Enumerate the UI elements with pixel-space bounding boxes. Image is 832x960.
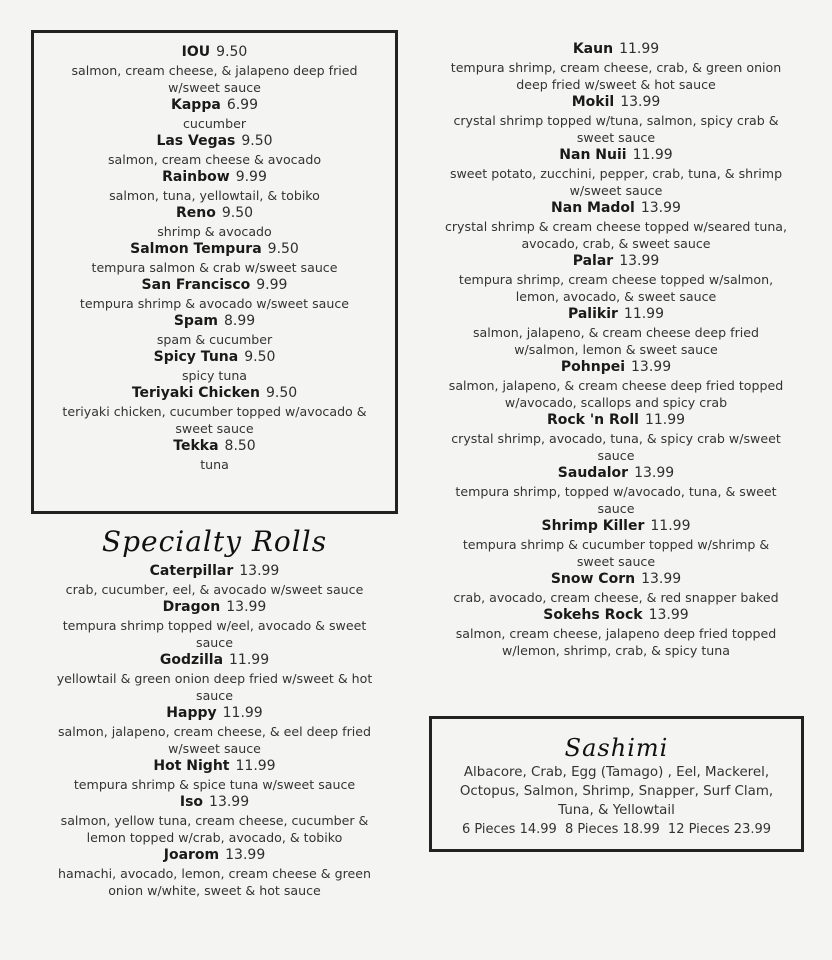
- menu-item-description: crab, avocado, cream cheese, & red snapper baked: [453, 590, 779, 605]
- menu-item-description: tempura shrimp & spice tuna w/sweet sauce: [73, 777, 356, 792]
- menu-item-description: tempura shrimp, cream cheese, crab, & green onion: [450, 60, 782, 75]
- menu-item-name: Nan Madol: [551, 200, 635, 216]
- menu-item: [428, 305, 804, 358]
- menu-item-description: tempura shrimp & cucumber topped w/shrimp &: [462, 537, 770, 552]
- menu-item-description: tempura shrimp & avocado w/sweet sauce: [79, 296, 350, 311]
- menu-item-price: 13.99: [634, 465, 675, 481]
- menu-item: [34, 132, 395, 168]
- menu-item-price: 11.99: [632, 147, 673, 163]
- menu-item: [428, 252, 804, 305]
- menu-item-description: tempura shrimp, cream cheese topped w/salmon,: [458, 272, 774, 287]
- menu-item: [34, 168, 395, 204]
- menu-item-name: Teriyaki Chicken: [131, 385, 260, 401]
- menu-item-description: sweet sauce: [576, 554, 656, 569]
- menu-item-name: Shrimp Killer: [541, 518, 645, 534]
- menu-item-heading: [428, 358, 804, 377]
- menu-item-price: 11.99: [229, 652, 270, 668]
- menu-item-heading: [428, 199, 804, 218]
- menu-item-price: 11.99: [235, 758, 276, 774]
- menu-item: [34, 437, 395, 473]
- menu-item-heading: [34, 43, 395, 62]
- menu-item-description: w/sweet sauce: [168, 741, 261, 756]
- sashimi-price-6: 6 Pieces 14.99: [461, 822, 557, 837]
- menu-item-price: 9.50: [221, 205, 254, 221]
- menu-item-price: 9.50: [216, 44, 248, 60]
- menu-item: [428, 606, 804, 659]
- menu-item: [428, 570, 804, 606]
- menu-item-name: Snow Corn: [550, 571, 636, 587]
- menu-item-heading: [31, 793, 398, 812]
- menu-item-description: shrimp & avocado: [157, 224, 272, 239]
- sashimi-fish-line: Octopus, Salmon, Shrimp, Snapper, Surf Clam,: [459, 784, 774, 799]
- menu-item-description: w/sweet sauce: [168, 80, 261, 95]
- menu-item-name: Las Vegas: [156, 133, 236, 149]
- menu-item-price: 11.99: [623, 306, 665, 322]
- menu-item-name: Salmon Tempura: [130, 241, 262, 257]
- menu-item-price: 13.99: [209, 794, 250, 810]
- menu-item-name: San Francisco: [141, 277, 251, 293]
- menu-item: [34, 43, 395, 96]
- menu-item-description: salmon, jalapeno, cream cheese, & eel deep fried: [57, 724, 372, 739]
- menu-item-price: 9.50: [266, 385, 298, 401]
- menu-item-price: 11.99: [644, 412, 686, 428]
- menu-item-heading: [428, 252, 804, 271]
- menu-item-description: tempura shrimp topped w/eel, avocado & sweet: [62, 618, 367, 633]
- menu-item-name: Reno: [175, 205, 216, 221]
- menu-item-description: crystal shrimp & cream cheese topped w/seared tuna,: [444, 219, 788, 234]
- menu-item-description: w/avocado, scallops and spicy crab: [504, 395, 728, 410]
- menu-item-description: avocado, crab, & sweet sauce: [521, 236, 711, 251]
- menu-item-heading: [428, 464, 804, 483]
- classic-rolls-list: [34, 43, 395, 473]
- menu-item-description: onion w/white, sweet & hot sauce: [108, 883, 321, 898]
- menu-item-name: Spicy Tuna: [153, 349, 239, 365]
- menu-item: [428, 199, 804, 252]
- menu-item-heading: [428, 146, 804, 165]
- menu-item-name: Rock 'n Roll: [546, 412, 639, 428]
- menu-item-description: salmon, cream cheese & avocado: [107, 152, 322, 167]
- menu-item: [428, 464, 804, 517]
- menu-item-price: 9.50: [267, 241, 299, 257]
- menu-item-price: 6.99: [226, 97, 258, 113]
- menu-item: [31, 704, 398, 757]
- menu-item-heading: [34, 276, 395, 295]
- menu-item-description: yellowtail & green onion deep fried w/sweet & hot: [56, 671, 373, 686]
- menu-item: [34, 348, 395, 384]
- menu-item-description: crystal shrimp, avocado, tuna, & spicy crab w/sweet: [451, 431, 781, 446]
- menu-item-price: 13.99: [648, 607, 689, 623]
- menu-item-name: IOU: [181, 44, 211, 60]
- menu-item-price: 13.99: [641, 571, 682, 587]
- menu-item: [34, 204, 395, 240]
- menu-item-description: salmon, yellow tuna, cream cheese, cucumber &: [60, 813, 369, 828]
- menu-item-name: Nan Nuii: [559, 147, 627, 163]
- menu-item-price: 13.99: [619, 253, 660, 269]
- menu-item-description: sauce: [597, 501, 635, 516]
- menu-item-description: crab, cucumber, eel, & avocado w/sweet sauce: [65, 582, 364, 597]
- sashimi-price-8: 8 Pieces 18.99: [564, 822, 660, 837]
- menu-item-heading: [34, 312, 395, 331]
- sashimi-price-12: 12 Pieces 23.99: [667, 822, 772, 837]
- menu-item-description: salmon, jalapeno, & cream cheese deep fried: [472, 325, 760, 340]
- menu-item: [34, 240, 395, 276]
- menu-item-heading: [31, 651, 398, 670]
- menu-item-description: crystal shrimp topped w/tuna, salmon, spicy crab &: [453, 113, 779, 128]
- menu-item-name: Kaun: [572, 41, 614, 57]
- menu-item-description: tuna: [200, 457, 229, 472]
- menu-item-heading: [34, 96, 395, 115]
- specialty-rolls-list: [31, 562, 398, 899]
- menu-item-price: 9.99: [256, 277, 288, 293]
- menu-item-name: Kappa: [171, 97, 221, 113]
- sashimi-prices: [432, 820, 801, 840]
- menu-item-name: Saudalor: [557, 465, 629, 481]
- menu-item-description: cucumber: [183, 116, 246, 131]
- menu-item-heading: [428, 517, 804, 536]
- menu-item-description: sauce: [196, 635, 233, 650]
- menu-item-description: hamachi, avocado, lemon, cream cheese & green: [58, 866, 371, 881]
- menu-item-heading: [428, 40, 804, 59]
- menu-item-price: 13.99: [620, 94, 661, 110]
- menu-item-price: 11.99: [619, 41, 660, 57]
- sashimi-fish-line: Albacore, Crab, Egg (Tamago) , Eel, Mackerel,: [463, 765, 770, 780]
- menu-item-heading: [428, 93, 804, 112]
- menu-item-price: 11.99: [650, 518, 691, 534]
- menu-item-description: w/salmon, lemon & sweet sauce: [514, 342, 718, 357]
- menu-item: [428, 358, 804, 411]
- menu-item-name: Pohnpei: [560, 359, 626, 375]
- menu-item: [34, 384, 395, 437]
- sashimi-fish-list: [432, 763, 801, 820]
- menu-item-price: 8.50: [224, 438, 256, 454]
- menu-item-name: Hot Night: [153, 758, 230, 774]
- menu-item-description: tempura salmon & crab w/sweet sauce: [91, 260, 338, 275]
- menu-item-description: w/sweet sauce: [569, 183, 663, 198]
- menu-item-price: 13.99: [225, 847, 266, 863]
- menu-item-description: spicy tuna: [181, 368, 248, 383]
- menu-item: [428, 517, 804, 570]
- menu-item-description: spam & cucumber: [156, 332, 273, 347]
- menu-item-description: w/lemon, shrimp, crab, & spicy tuna: [502, 643, 730, 658]
- sashimi-heading: Sashimi: [564, 734, 669, 762]
- menu-item: [34, 312, 395, 348]
- menu-item-heading: [428, 411, 804, 430]
- menu-item-description: sweet sauce: [175, 421, 254, 436]
- menu-item-name: Dragon: [162, 599, 221, 615]
- menu-item: [428, 93, 804, 146]
- menu-item-name: Palar: [572, 253, 614, 269]
- menu-item-heading: [428, 606, 804, 625]
- menu-item-heading: [428, 570, 804, 589]
- specialty-rolls-continued-list: [428, 40, 804, 659]
- menu-item-heading: [34, 240, 395, 259]
- menu-item: [428, 411, 804, 464]
- menu-item-description: teriyaki chicken, cucumber topped w/avocado &: [62, 404, 367, 419]
- menu-item-heading: [31, 598, 398, 617]
- menu-item-description: sweet sauce: [576, 130, 656, 145]
- menu-item-price: 9.99: [235, 169, 267, 185]
- menu-item: [31, 846, 398, 899]
- menu-item-name: Joarom: [163, 847, 220, 863]
- menu-item-description: salmon, cream cheese, jalapeno deep fried topped: [455, 626, 777, 641]
- menu-item-heading: [31, 704, 398, 723]
- menu-item: [31, 598, 398, 651]
- menu-item-description: sauce: [196, 688, 233, 703]
- menu-item: [34, 276, 395, 312]
- menu-item-heading: [34, 384, 395, 403]
- menu-item-heading: [31, 846, 398, 865]
- menu-item-heading: [34, 168, 395, 187]
- sashimi-box: [429, 716, 804, 852]
- menu-item-description: tempura shrimp, topped w/avocado, tuna, & sweet: [455, 484, 777, 499]
- menu-item: [31, 651, 398, 704]
- menu-item-price: 13.99: [640, 200, 681, 216]
- menu-item-description: deep fried w/sweet & hot sauce: [516, 77, 716, 92]
- menu-item-description: lemon topped w/crab, avocado, & tobiko: [86, 830, 343, 845]
- menu-item-name: Iso: [179, 794, 204, 810]
- menu-item: [31, 757, 398, 793]
- menu-item-description: sauce: [597, 448, 635, 463]
- menu-item-description: sweet potato, zucchini, pepper, crab, tuna, & shrimp: [449, 166, 783, 181]
- menu-item-heading: [31, 757, 398, 776]
- sashimi-fish-line: Tuna, & Yellowtail: [558, 803, 675, 818]
- menu-item-price: 13.99: [226, 599, 267, 615]
- menu-item-price: 9.50: [241, 133, 273, 149]
- menu-item-name: Sokehs Rock: [543, 607, 643, 623]
- menu-item-description: salmon, jalapeno, & cream cheese deep fried topped: [448, 378, 784, 393]
- menu-item: [31, 562, 398, 598]
- menu-item-description: salmon, cream cheese, & jalapeno deep fried: [71, 63, 358, 78]
- menu-item-name: Rainbow: [162, 169, 230, 185]
- menu-item-heading: [34, 437, 395, 456]
- menu-item-name: Happy: [166, 705, 217, 721]
- menu-item-name: Spam: [173, 313, 218, 329]
- menu-item-heading: [34, 204, 395, 223]
- menu-item-description: lemon, avocado, & sweet sauce: [515, 289, 717, 304]
- menu-item-heading: [31, 562, 398, 581]
- menu-item-name: Tekka: [173, 438, 219, 454]
- menu-item-price: 8.99: [223, 313, 256, 329]
- menu-item-price: 9.50: [244, 349, 276, 365]
- menu-item-price: 11.99: [222, 705, 263, 721]
- menu-item-heading: [34, 132, 395, 151]
- menu-item-price: 13.99: [631, 359, 672, 375]
- specialty-rolls-continued: [428, 40, 804, 659]
- menu-item-heading: [428, 305, 804, 324]
- menu-item: [34, 96, 395, 132]
- classic-rolls-box: [31, 30, 398, 514]
- menu-item-description: salmon, tuna, yellowtail, & tobiko: [109, 188, 320, 203]
- menu-item-price: 13.99: [239, 563, 280, 579]
- menu-item-name: Caterpillar: [149, 563, 234, 579]
- menu-item-heading: [34, 348, 395, 367]
- menu-item-name: Godzilla: [159, 652, 224, 668]
- specialty-rolls-heading: Specialty Rolls: [101, 525, 328, 558]
- menu-item: [428, 40, 804, 93]
- menu-item-name: Mokil: [571, 94, 615, 110]
- menu-item: [31, 793, 398, 846]
- specialty-rolls-section: [31, 524, 398, 899]
- menu-item: [428, 146, 804, 199]
- menu-item-name: Palikir: [567, 306, 618, 322]
